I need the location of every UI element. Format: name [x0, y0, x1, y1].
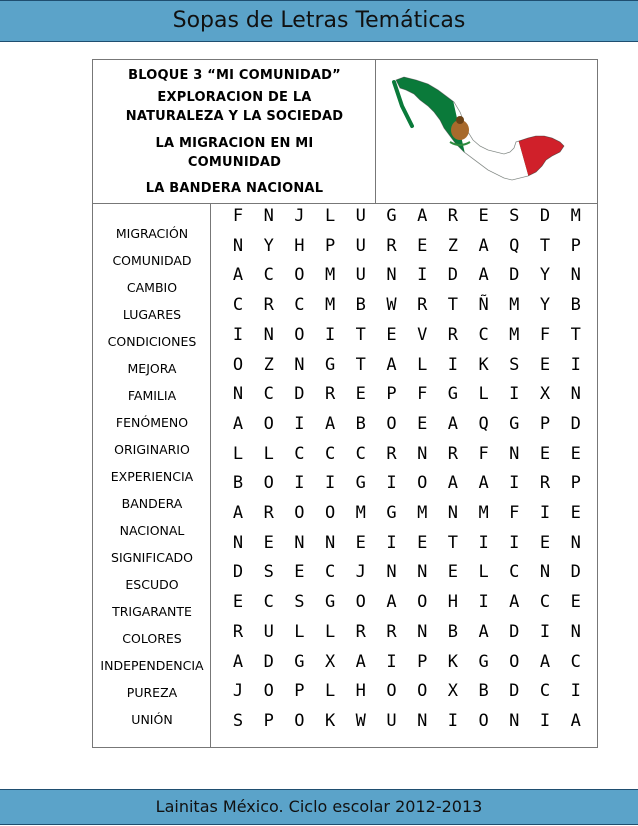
grid-letter[interactable]: C [294, 295, 305, 316]
grid-letter[interactable]: N [294, 354, 305, 375]
grid-letter[interactable]: B [447, 621, 459, 642]
word-list-item: SIGNIFICADO [111, 550, 193, 565]
grid-letter[interactable]: A [417, 206, 428, 226]
word-list [93, 204, 211, 747]
grid-letter[interactable]: N [570, 621, 581, 642]
grid-letter[interactable]: C [570, 651, 581, 672]
grid-letter[interactable]: I [478, 592, 489, 613]
grid-letter[interactable]: E [386, 324, 397, 345]
grid-letter[interactable]: R [263, 503, 274, 523]
grid-letter[interactable]: R [447, 443, 459, 464]
topic-line-1: LA MIGRACION EN MI [155, 136, 314, 151]
word-list-item: NACIONAL [119, 523, 185, 538]
grid-letter[interactable]: N [232, 235, 244, 256]
word-list-item: ESCUDO [125, 577, 179, 592]
grid-letter[interactable]: I [478, 532, 489, 553]
grid-letter[interactable]: B [478, 681, 489, 702]
grid-letter[interactable]: L [324, 206, 336, 226]
grid-letter[interactable]: A [478, 621, 489, 642]
grid-letter[interactable]: C [509, 562, 520, 583]
grid-letter[interactable]: L [324, 621, 336, 642]
grid-letter[interactable]: O [509, 651, 520, 672]
topic-line-3: LA BANDERA NACIONAL [145, 181, 324, 196]
grid-letter[interactable]: U [263, 621, 274, 642]
grid-letter[interactable]: Z [263, 354, 274, 375]
grid-letter[interactable]: O [294, 503, 305, 523]
grid-letter[interactable]: J [355, 562, 366, 583]
page-header [0, 0, 638, 42]
grid-letter[interactable]: E [539, 532, 551, 553]
word-list-item: MEJORA [127, 361, 177, 376]
grid-letter[interactable]: Ñ [478, 295, 489, 316]
grid-letter[interactable]: K [478, 354, 489, 375]
grid-letter[interactable]: N [570, 384, 581, 405]
grid-letter[interactable]: A [478, 235, 489, 256]
grid-letter[interactable]: D [509, 621, 520, 642]
grid-letter[interactable]: C [263, 384, 274, 405]
grid-letter[interactable]: P [539, 413, 551, 434]
grid-letter[interactable]: E [232, 592, 244, 613]
grid-letter[interactable]: A [232, 265, 244, 286]
grid-letter[interactable]: R [324, 384, 336, 405]
grid-letter[interactable]: I [539, 621, 551, 642]
grid-letter[interactable]: O [478, 710, 489, 731]
grid-letter[interactable]: I [570, 354, 581, 375]
grid-letter[interactable]: D [570, 562, 581, 583]
grid-letter[interactable]: L [294, 621, 305, 642]
grid-letter[interactable]: D [509, 681, 520, 702]
grid-letter[interactable]: O [294, 710, 305, 731]
word-list-item: LUGARES [122, 307, 182, 322]
grid-letter[interactable]: A [232, 503, 244, 523]
grid-letter[interactable]: M [324, 265, 336, 286]
grid-letter[interactable]: E [355, 384, 366, 405]
grid-letter[interactable]: S [509, 206, 520, 226]
grid-letter[interactable]: T [355, 354, 366, 375]
grid-letter[interactable]: N [417, 562, 428, 583]
grid-letter[interactable]: D [509, 265, 520, 286]
word-list-item: BANDERA [121, 496, 183, 511]
grid-letter[interactable]: A [232, 651, 244, 672]
word-list-item: CAMBIO [126, 280, 178, 295]
info-cell [93, 60, 376, 204]
grid-letter[interactable]: A [570, 710, 581, 731]
grid-letter[interactable]: N [294, 532, 305, 553]
grid-letter[interactable]: G [509, 413, 520, 434]
grid-letter[interactable]: M [509, 295, 520, 316]
grid-letter[interactable]: Y [263, 235, 274, 256]
grid-letter[interactable]: R [386, 235, 397, 256]
grid-letter[interactable]: D [447, 265, 459, 286]
grid-letter[interactable]: N [386, 562, 397, 583]
grid-letter[interactable]: O [263, 413, 274, 434]
grid-letter[interactable]: O [263, 473, 274, 494]
grid-letter[interactable]: G [324, 354, 336, 375]
grid-letter[interactable]: J [294, 206, 305, 226]
grid-letter[interactable]: I [324, 324, 336, 345]
word-list-item: CONDICIONES [107, 334, 197, 349]
grid-letter[interactable]: L [417, 354, 428, 375]
grid-letter[interactable]: U [355, 265, 366, 286]
grid-letter[interactable]: A [232, 413, 244, 434]
grid-letter[interactable]: I [509, 532, 520, 553]
grid-letter[interactable]: R [355, 621, 366, 642]
grid-letter[interactable]: I [417, 265, 428, 286]
grid-letter[interactable]: G [447, 384, 459, 405]
grid-letter[interactable]: I [539, 503, 551, 523]
grid-letter[interactable]: Z [447, 235, 459, 256]
grid-letter[interactable]: S [263, 562, 274, 583]
grid-letter[interactable]: O [417, 473, 428, 494]
grid-letter[interactable]: D [539, 206, 551, 226]
grid-letter[interactable]: M [509, 324, 520, 345]
grid-letter[interactable]: G [294, 651, 305, 672]
grid-letter[interactable]: C [263, 592, 274, 613]
word-list-item: ORIGINARIO [114, 442, 190, 457]
grid-letter[interactable]: F [539, 324, 551, 345]
grid-letter[interactable]: B [232, 473, 244, 494]
word-list-item: UNIÓN [131, 712, 173, 727]
word-list-item: COMUNIDAD [112, 253, 192, 268]
grid-letter[interactable]: N [263, 206, 274, 226]
block-title: BLOQUE 3 “MI COMUNIDAD” [128, 68, 341, 83]
grid-letter[interactable]: N [509, 710, 520, 731]
grid-letter[interactable]: P [263, 710, 274, 731]
word-list-item: FENÓMENO [115, 415, 189, 430]
grid-letter[interactable]: N [539, 562, 551, 583]
grid-letter[interactable]: B [570, 295, 581, 316]
grid-letter[interactable]: N [263, 324, 274, 345]
grid-letter[interactable]: N [417, 443, 428, 464]
grid-letter[interactable]: M [324, 295, 336, 316]
grid-letter[interactable]: A [447, 413, 459, 434]
grid-letter[interactable]: S [232, 710, 244, 731]
grid-letter[interactable]: P [294, 681, 305, 702]
grid-letter[interactable]: S [294, 592, 305, 613]
grid-letter[interactable]: E [570, 443, 581, 464]
grid-letter[interactable]: O [386, 413, 397, 434]
word-list-item: COLORES [122, 631, 182, 646]
grid-letter[interactable]: B [355, 295, 366, 316]
grid-letter[interactable]: A [509, 592, 520, 613]
grid-letter[interactable]: O [324, 503, 336, 523]
grid-letter[interactable]: A [478, 265, 489, 286]
grid-letter[interactable]: E [570, 503, 581, 523]
grid-letter[interactable]: N [232, 532, 244, 553]
grid-letter[interactable]: A [478, 473, 489, 494]
grid-letter[interactable]: U [386, 710, 397, 731]
grid-letter[interactable]: A [355, 651, 366, 672]
grid-letter[interactable]: R [386, 621, 397, 642]
grid-letter[interactable]: C [324, 443, 336, 464]
letter-grid [211, 204, 597, 747]
grid-letter[interactable]: E [263, 532, 274, 553]
grid-letter[interactable]: C [478, 324, 489, 345]
grid-letter[interactable]: A [447, 473, 459, 494]
grid-letter[interactable]: N [417, 621, 428, 642]
grid-letter[interactable]: O [232, 354, 244, 375]
grid-letter[interactable]: G [324, 592, 336, 613]
grid-letter[interactable]: R [417, 295, 428, 316]
grid-letter[interactable]: I [539, 710, 551, 731]
page-title: Sopas de Letras Temáticas [172, 8, 466, 33]
grid-letter[interactable]: R [232, 621, 244, 642]
grid-letter[interactable]: I [509, 473, 520, 494]
grid-letter[interactable]: T [355, 324, 366, 345]
grid-letter[interactable]: I [509, 384, 520, 405]
grid-letter[interactable]: K [324, 710, 336, 731]
grid-letter[interactable]: R [447, 206, 459, 226]
grid-letter[interactable]: O [417, 592, 428, 613]
grid-letter[interactable]: N [447, 503, 459, 523]
grid-letter[interactable]: C [539, 681, 551, 702]
grid-letter[interactable]: Y [539, 265, 551, 286]
grid-letter[interactable]: A [386, 592, 397, 613]
grid-letter[interactable]: I [570, 681, 581, 702]
grid-letter[interactable]: O [294, 324, 305, 345]
grid-letter[interactable]: K [447, 651, 459, 672]
grid-letter[interactable]: H [355, 681, 366, 702]
grid-letter[interactable]: G [386, 206, 397, 226]
grid-letter[interactable]: R [447, 324, 459, 345]
grid-letter[interactable]: S [509, 354, 520, 375]
flag-cell [376, 60, 597, 204]
grid-letter[interactable]: N [509, 443, 520, 464]
grid-letter[interactable]: T [447, 532, 459, 553]
grid-letter[interactable]: N [386, 265, 397, 286]
grid-letter[interactable]: X [539, 384, 551, 405]
grid-letter[interactable]: G [355, 473, 366, 494]
grid-letter[interactable]: P [570, 235, 581, 256]
grid-letter[interactable]: F [232, 206, 244, 226]
grid-letter[interactable]: Y [539, 295, 551, 316]
grid-letter[interactable]: N [232, 384, 244, 405]
grid-letter[interactable]: I [232, 324, 244, 345]
grid-letter[interactable]: A [386, 354, 397, 375]
grid-letter[interactable]: R [386, 443, 397, 464]
grid-letter[interactable]: F [417, 384, 428, 405]
grid-letter[interactable]: D [232, 562, 244, 583]
grid-letter[interactable]: X [324, 651, 336, 672]
grid-letter[interactable]: L [324, 681, 336, 702]
grid-letter[interactable]: C [263, 265, 274, 286]
grid-letter[interactable]: O [294, 265, 305, 286]
grid-letter[interactable]: O [417, 681, 428, 702]
grid-letter[interactable]: I [386, 532, 397, 553]
grid-letter[interactable]: R [539, 473, 551, 494]
grid-letter[interactable]: N [324, 532, 336, 553]
grid-letter[interactable]: I [294, 473, 305, 494]
grid-letter[interactable]: I [386, 473, 397, 494]
grid-letter[interactable]: U [355, 206, 366, 226]
grid-letter[interactable]: H [447, 592, 459, 613]
grid-letter[interactable]: E [447, 562, 459, 583]
grid-letter[interactable]: I [386, 651, 397, 672]
grid-letter[interactable]: P [417, 651, 428, 672]
word-list-item: FAMILIA [127, 388, 177, 403]
grid-letter[interactable]: M [570, 206, 581, 226]
grid-letter[interactable]: G [386, 503, 397, 523]
grid-letter[interactable]: F [478, 443, 489, 464]
page-footer [0, 789, 638, 825]
grid-letter[interactable]: J [232, 681, 244, 702]
grid-letter[interactable]: R [263, 295, 274, 316]
grid-letter[interactable]: L [263, 443, 274, 464]
grid-letter[interactable]: C [355, 443, 366, 464]
grid-letter[interactable]: M [355, 503, 366, 523]
worksheet-table [92, 59, 598, 748]
grid-letter[interactable]: V [417, 324, 428, 345]
grid-letter[interactable]: L [478, 562, 489, 583]
grid-letter[interactable]: P [570, 473, 581, 494]
grid-letter[interactable]: L [232, 443, 244, 464]
word-list-item: PUREZA [126, 685, 178, 700]
grid-letter[interactable]: G [478, 651, 489, 672]
subject-line-2: NATURALEZA Y LA SOCIEDAD [125, 109, 344, 124]
grid-letter[interactable]: I [294, 413, 305, 434]
grid-letter[interactable]: Q [509, 235, 520, 256]
grid-letter[interactable]: E [539, 354, 551, 375]
word-list-item: EXPERIENCIA [110, 469, 194, 484]
grid-letter[interactable]: D [570, 413, 581, 434]
grid-letter[interactable]: E [417, 235, 428, 256]
grid-letter[interactable]: B [355, 413, 366, 434]
grid-letter[interactable]: E [539, 443, 551, 464]
grid-letter[interactable]: I [447, 710, 459, 731]
grid-letter[interactable]: F [509, 503, 520, 523]
grid-letter[interactable]: I [447, 354, 459, 375]
grid-letter[interactable]: U [355, 235, 366, 256]
word-list-item: INDEPENDENCIA [100, 658, 204, 673]
grid-letter[interactable]: P [386, 384, 397, 405]
grid-letter[interactable]: Q [478, 413, 489, 434]
grid-letter[interactable]: E [417, 532, 428, 553]
grid-letter[interactable]: N [417, 710, 428, 731]
word-list-item: MIGRACIÓN [115, 226, 189, 241]
grid-letter[interactable]: T [539, 235, 551, 256]
grid-letter[interactable]: C [232, 295, 244, 316]
grid-letter[interactable]: E [570, 592, 581, 613]
grid-letter[interactable]: E [478, 206, 489, 226]
grid-letter[interactable]: L [478, 384, 489, 405]
grid-letter[interactable]: O [386, 681, 397, 702]
mexico-map-flag-icon [376, 60, 597, 203]
topic-line-2: COMUNIDAD [187, 155, 282, 170]
grid-letter[interactable]: C [324, 562, 336, 583]
grid-letter[interactable]: T [447, 295, 459, 316]
grid-letter[interactable]: E [294, 562, 305, 583]
grid-letter[interactable]: M [478, 503, 489, 523]
grid-letter[interactable]: P [324, 235, 336, 256]
grid-letter[interactable]: O [355, 592, 366, 613]
grid-letter[interactable]: E [355, 532, 366, 553]
grid-letter[interactable]: M [417, 503, 428, 523]
grid-letter[interactable]: C [294, 443, 305, 464]
grid-letter[interactable]: A [324, 413, 336, 434]
grid-letter[interactable]: A [539, 651, 551, 672]
grid-letter[interactable]: H [294, 235, 305, 256]
grid-letter[interactable]: D [263, 651, 274, 672]
grid-letter[interactable]: O [263, 681, 274, 702]
grid-letter[interactable]: C [539, 592, 551, 613]
grid-letter[interactable]: E [417, 413, 428, 434]
grid-letter[interactable]: N [570, 532, 581, 553]
grid-letter[interactable]: D [294, 384, 305, 405]
grid-letter[interactable]: I [324, 473, 336, 494]
grid-letter[interactable]: T [570, 324, 581, 345]
footer-text: Lainitas México. Ciclo escolar 2012-2013 [155, 797, 483, 816]
grid-letter[interactable]: W [355, 710, 366, 731]
subject-line-1: EXPLORACION DE LA [157, 90, 312, 105]
word-list-item: TRIGARANTE [112, 604, 192, 619]
grid-letter[interactable]: N [570, 265, 581, 286]
grid-letter[interactable]: X [447, 681, 459, 702]
grid-letter[interactable]: W [386, 295, 397, 316]
